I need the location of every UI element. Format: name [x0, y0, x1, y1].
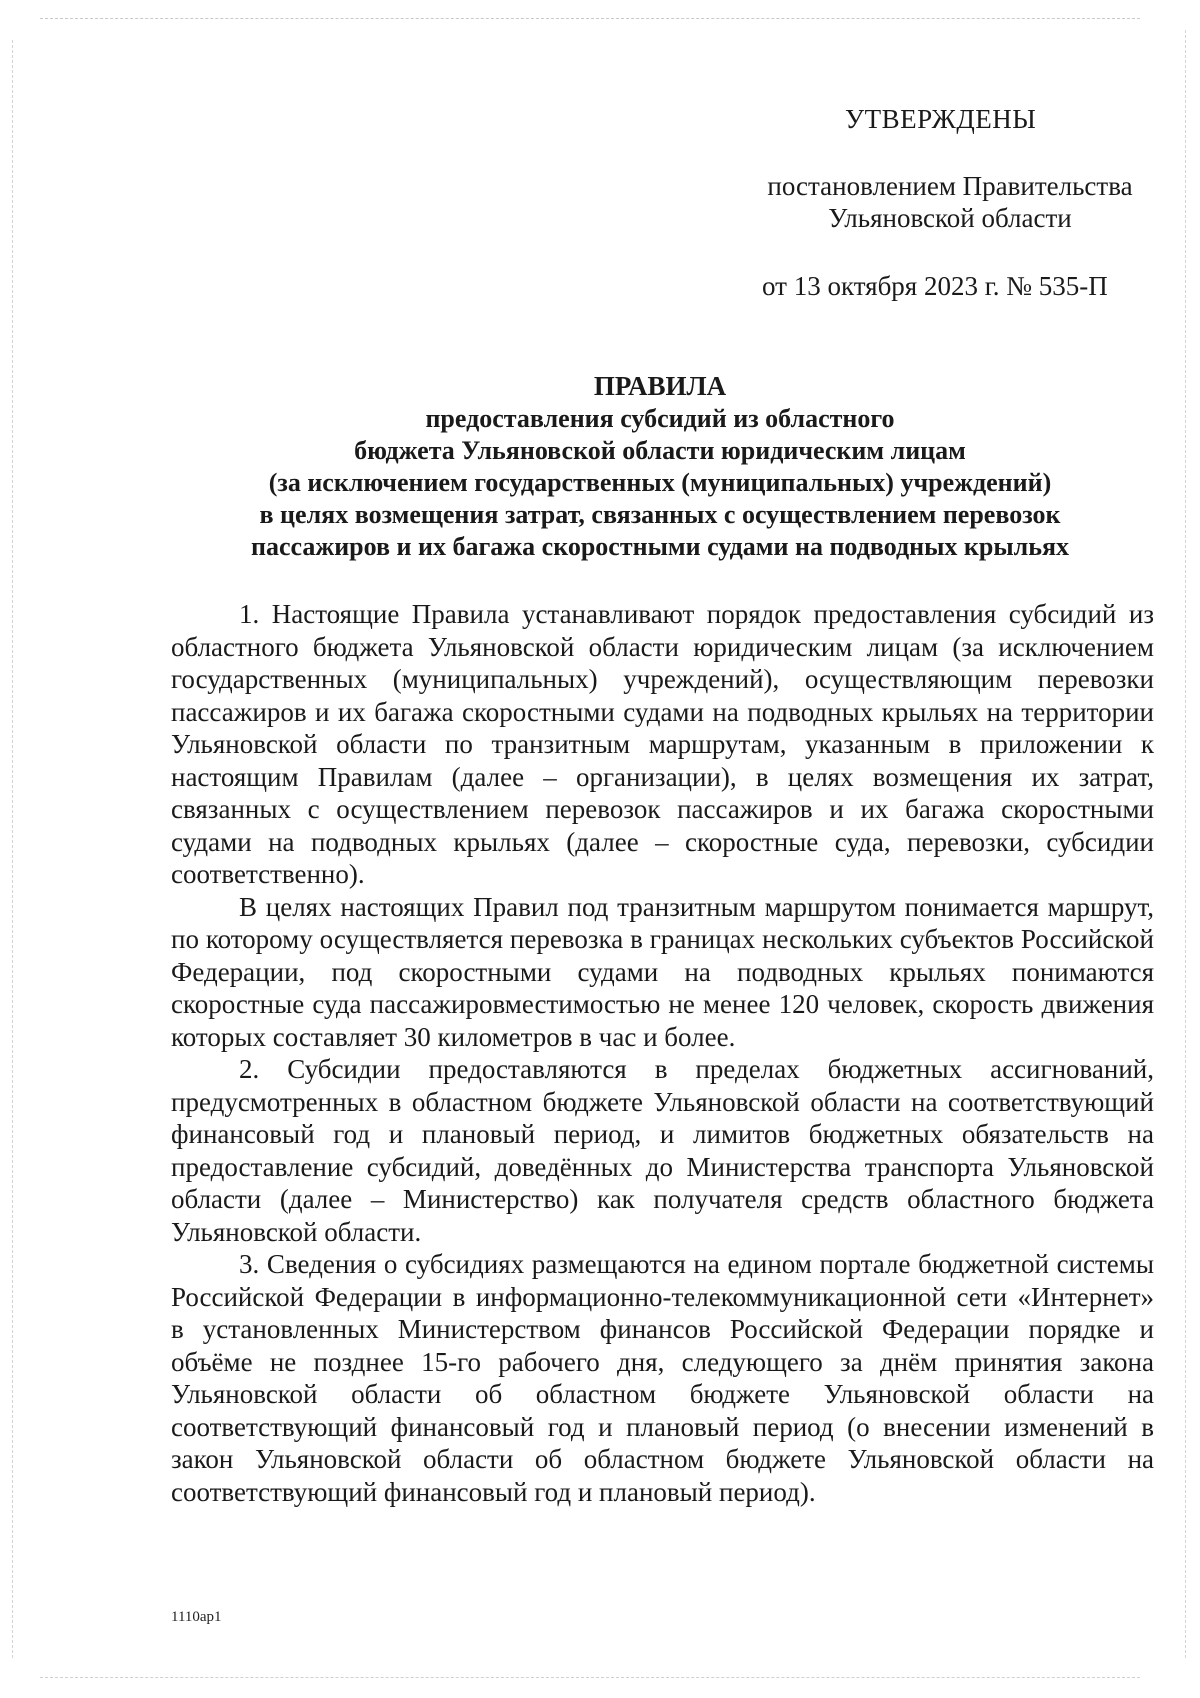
document-subtitle-line: (за исключением государственных (муниципальных) учреждений) — [268, 468, 1052, 497]
document-subtitle-line: бюджета Ульяновской области юридическим лицам — [354, 436, 966, 465]
scan-edge-left — [12, 40, 13, 1658]
paragraph-3: 3. Сведения о субсидиях размещаются на едином портале бюджетной системы Российской Федерации в информационно-телекоммуникационной сети «Интернет» в установленных Министерством финансов Российской Федерации порядке и объёме не позднее 15-го рабочего дня, следующего за днём принятия закона Ульяновской области об областном бюджете Ульяновской области на соответствующий финансовый год и плановый период (о внесении изменений в закон Ульяновской области об областном бюджете Ульяновской области на соответствующий финансовый год и плановый период). — [171, 1249, 1154, 1507]
document-title: ПРАВИЛА — [593, 371, 727, 401]
footer-document-code: 1110ap1 — [171, 1609, 222, 1625]
document-subtitle-line: предоставления субсидий из областного — [425, 404, 895, 433]
scan-edge-right — [1185, 30, 1186, 1658]
approval-title: УТВЕРЖДЕНЫ — [845, 104, 1037, 134]
document-heading — [130, 370, 1190, 563]
document-subtitle-line: пассажиров и их багажа скоростными судами на подводных крыльях — [250, 532, 1070, 561]
approval-authority-line-2: Ульяновской области — [828, 203, 1072, 233]
scan-edge-bottom — [40, 1677, 1140, 1678]
paragraph-1-definitions: В целях настоящих Правил под транзитным маршрутом понимается маршрут, по которому осуществляется перевозка в границах нескольких субъектов Российской Федерации, под скоростными судами на подводных крыльях понимаются скоростные суда пассажировместимостью не менее 120 человек, скорость движения которых составляет 30 километров в час и более. — [171, 891, 1154, 1052]
approval-date: от 13 октября 2023 г. № 535-П — [762, 271, 1108, 301]
approval-authority — [740, 170, 1160, 234]
scan-edge-top — [40, 18, 1140, 19]
paragraph-1: 1. Настоящие Правила устанавливают порядок предоставления субсидий из областного бюджета Ульяновской области юридическим лицам (за исключением государственных (муниципальных) учреждений), осуществляющим перевозки пассажиров и их багажа скоростными судами на подводных крыльях на территории Ульяновской области по транзитным маршрутам, указанным в приложении к настоящим Правилам (далее – организации), в целях возмещения их затрат, связанных с осуществлением перевозок пассажиров и их багажа скоростными судами на подводных крыльях (далее – скоростные суда, перевозки, субсидии соответственно). — [171, 599, 1154, 889]
paragraph-2: 2. Субсидии предоставляются в пределах бюджетных ассигнований, предусмотренных в областном бюджете Ульяновской области на соответствующий финансовый год и плановый период, и лимитов бюджетных обязательств на предоставление субсидий, доведённых до Министерства транспорта Ульяновской области (далее – Министерство) как получателя средств областного бюджета Ульяновской области. — [171, 1054, 1154, 1247]
approval-authority-line-1: постановлением Правительства — [767, 171, 1133, 201]
document-subtitle-line: в целях возмещения затрат, связанных с осуществлением перевозок — [259, 500, 1061, 529]
document-body — [171, 598, 1154, 1508]
